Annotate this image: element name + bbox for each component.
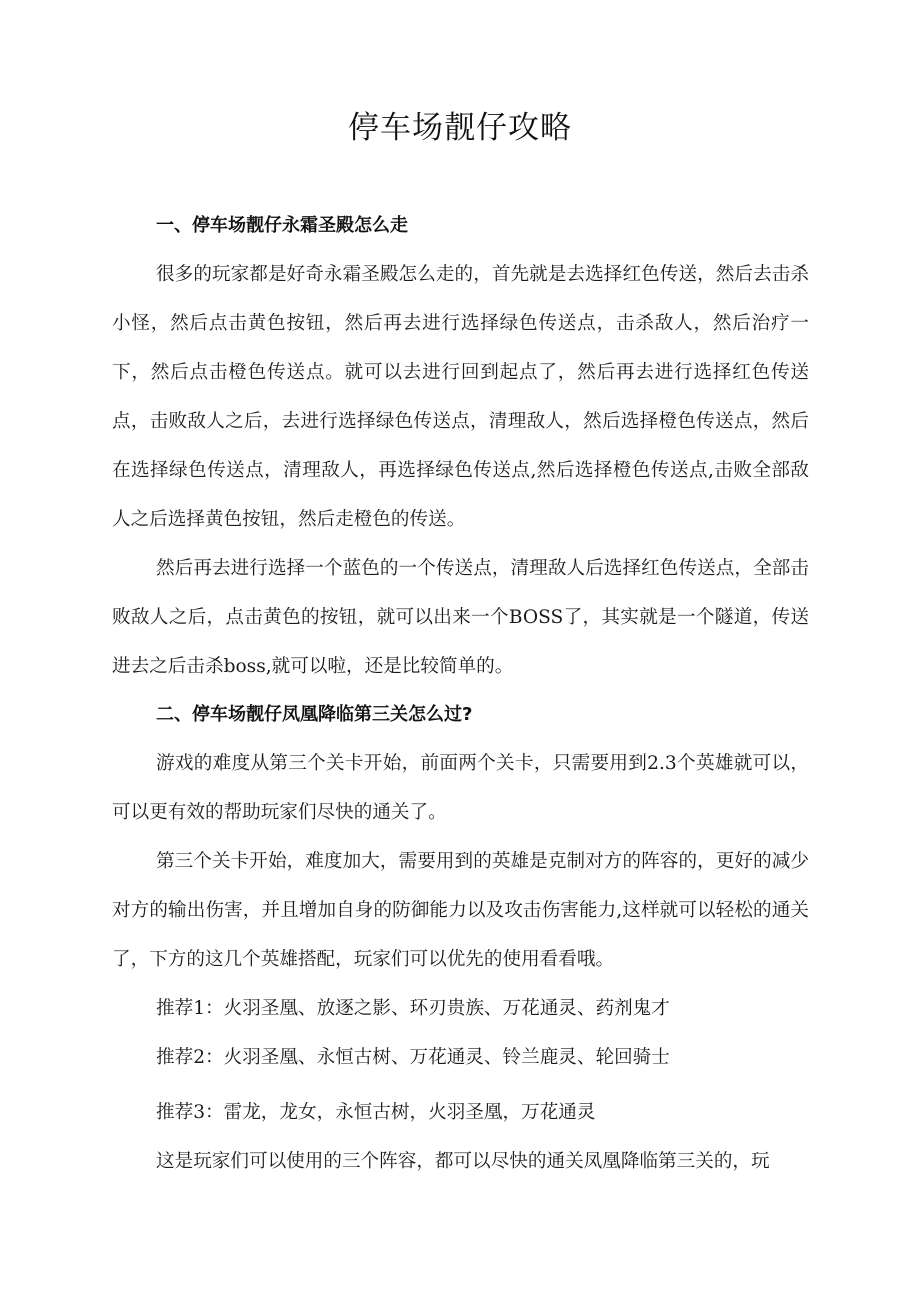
recommendation-2: 推荐2：火羽圣凰、永恒古树、万花通灵、铃兰鹿灵、轮回骑士 xyxy=(156,1047,670,1068)
closing-paragraph: 这是玩家们可以使用的三个阵容，都可以尽快的通关凤凰降临第三关的，玩 xyxy=(156,1151,770,1172)
section-2-paragraph-2: 第三个关卡开始，难度加大，需要用到的英雄是克制对方的阵容的，更好的减少对方的输出伤害，并且增加自身的防御能力以及攻击伤害能力,这样就可以轻松的通关了，下方的这几个英雄搭配，玩家们可以优先的使用看看哦。 xyxy=(112,851,809,970)
recommendation-1: 推荐1：火羽圣凰、放逐之影、环刃贵族、万花通灵、药剂鬼才 xyxy=(156,998,670,1019)
section-1-paragraph-2: 然后再去进行选择一个蓝色的一个传送点，清理敌人后选择红色传送点，全部击败敌人之后，点击黄色的按钮，就可以出来一个BOSS了，其实就是一个隧道，传送进去之后击杀boss,就可以啦，还是比较简单的。 xyxy=(112,558,809,677)
section-2-heading: 二、停车场靓仔凤凰降临第三关怎么过? xyxy=(156,704,473,725)
section-2-paragraph-1: 游戏的难度从第三个关卡开始，前面两个关卡，只需要用到2.3个英雄就可以，可以更有效的帮助玩家们尽快的通关了。 xyxy=(112,753,809,823)
document-body xyxy=(112,202,809,1186)
document-title: 停车场靓仔攻略 xyxy=(348,110,572,146)
section-1-heading: 一、停车场靓仔永霜圣殿怎么走 xyxy=(156,215,408,236)
section-1-paragraph-1: 很多的玩家都是好奇永霜圣殿怎么走的，首先就是去选择红色传送，然后去击杀小怪，然后点击黄色按钮，然后再去进行选择绿色传送点，击杀敌人，然后治疗一下，然后点击橙色传送点。就可以去进行回到起点了，然后再去进行选择红色传送点，击败敌人之后，去进行选择绿色传送点，清理敌人，然后选择橙色传送点，然后在选择绿色传送点，清理敌人，再选择绿色传送点,然后选择橙色传送点,击败全部敌人之后选择黄色按钮，然后走橙色的传送。 xyxy=(112,264,809,530)
recommendation-3: 推荐3：雷龙，龙女，永恒古树，火羽圣凰，万花通灵 xyxy=(156,1102,596,1123)
